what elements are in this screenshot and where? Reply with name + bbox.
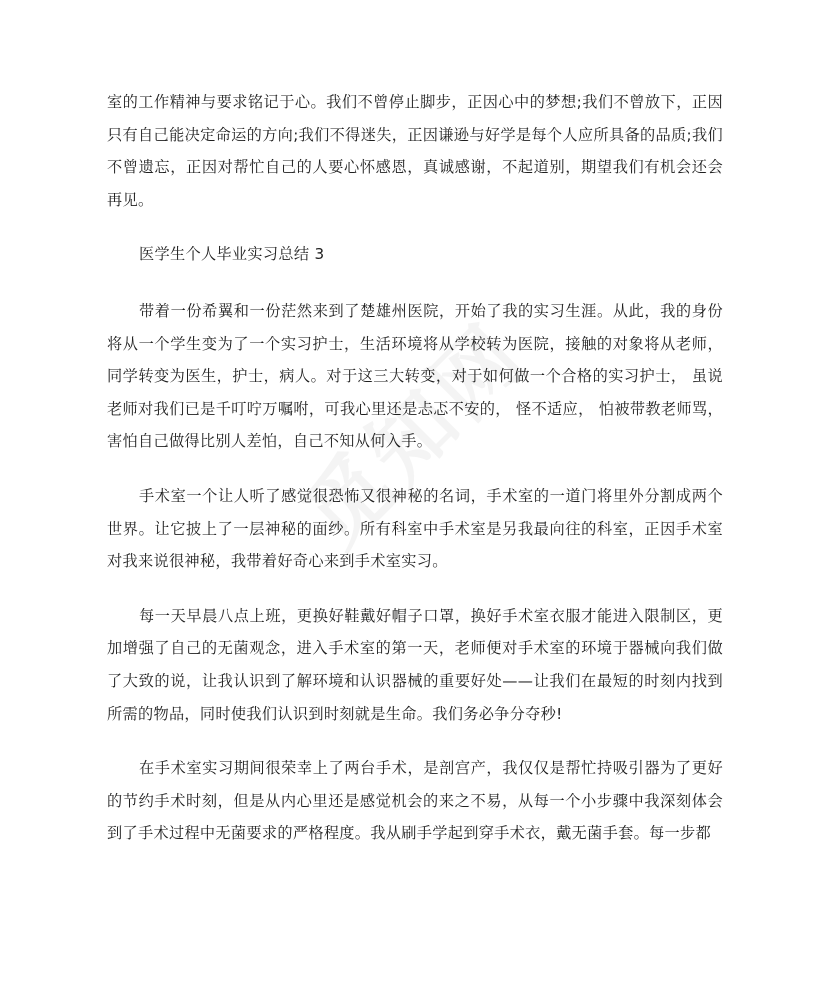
body-paragraph: 在手术室实习期间很荣幸上了两台手术，是剖宫产，我仅仅是帮忙持吸引器为了更好的节约手术时刻，但是从内心里还是感觉机会的来之不易，从每一个小步骤中我深刻体会到了手术过程中无菌要求的严格程度。我从刷手学起到穿手术衣，戴无菌手套。每一步都 xyxy=(107,759,723,843)
spacer xyxy=(107,216,723,238)
spacer xyxy=(107,730,723,752)
paragraph-continued: 室的工作精神与要求铭记于心。我们不曾停止脚步，正因心中的梦想;我们不曾放下，正因只有自己能决定命运的方向;我们不得迷失，正因谦逊与好学是每个人应所具备的品质;我们不曾遗忘，正因对帮忙自己的人要心怀感恩，真诚感谢，不起道别，期望我们有机会还会再见。 xyxy=(107,93,723,209)
body-paragraph: 手术室一个让人听了感觉很恐怖又很神秘的名词，手术室的一道门将里外分割成两个世界。让它披上了一层神秘的面纱。所有科室中手术室是另我最向往的科室，正因手术室对我来说很神秘，我带着好奇心来到手术室实习。 xyxy=(107,486,723,571)
spacer xyxy=(107,458,723,480)
document-content xyxy=(107,86,723,850)
body-paragraph: 带着一份希翼和一份茫然来到了楚雄州医院，开始了我的实习生涯。从此，我的身份将从一个学生变为了一个实习护士，生活环境将从学校转为医院，接触的对象将从老师，同学转变为医生，护士，病人。对于这三大转变，对于如何做一个合格的实习护士， 虽说老师对我们已是千叮咛万嘱咐，可我心里还是忐忑不安的， 怪不适应， 怕被带教老师骂，害怕自己做得比别人差怕，自己不知从何入手。 xyxy=(107,301,723,451)
spacer xyxy=(107,578,723,600)
section-heading: 医学生个人毕业实习总结 3 xyxy=(139,245,325,264)
body-paragraph: 每一天早晨八点上班，更换好鞋戴好帽子口罩，换好手术室衣服才能进入限制区，更加增强了自己的无菌观念，进入手术室的第一天，老师便对手术室的环境于器械向我们做了大致的说，让我认识到了解环境和认识器械的重要好处——让我们在最短的时刻内找到所需的物品，同时使我们认识到时刻就是生命。我们务必争分夺秒! xyxy=(107,606,723,723)
spacer xyxy=(107,271,723,295)
